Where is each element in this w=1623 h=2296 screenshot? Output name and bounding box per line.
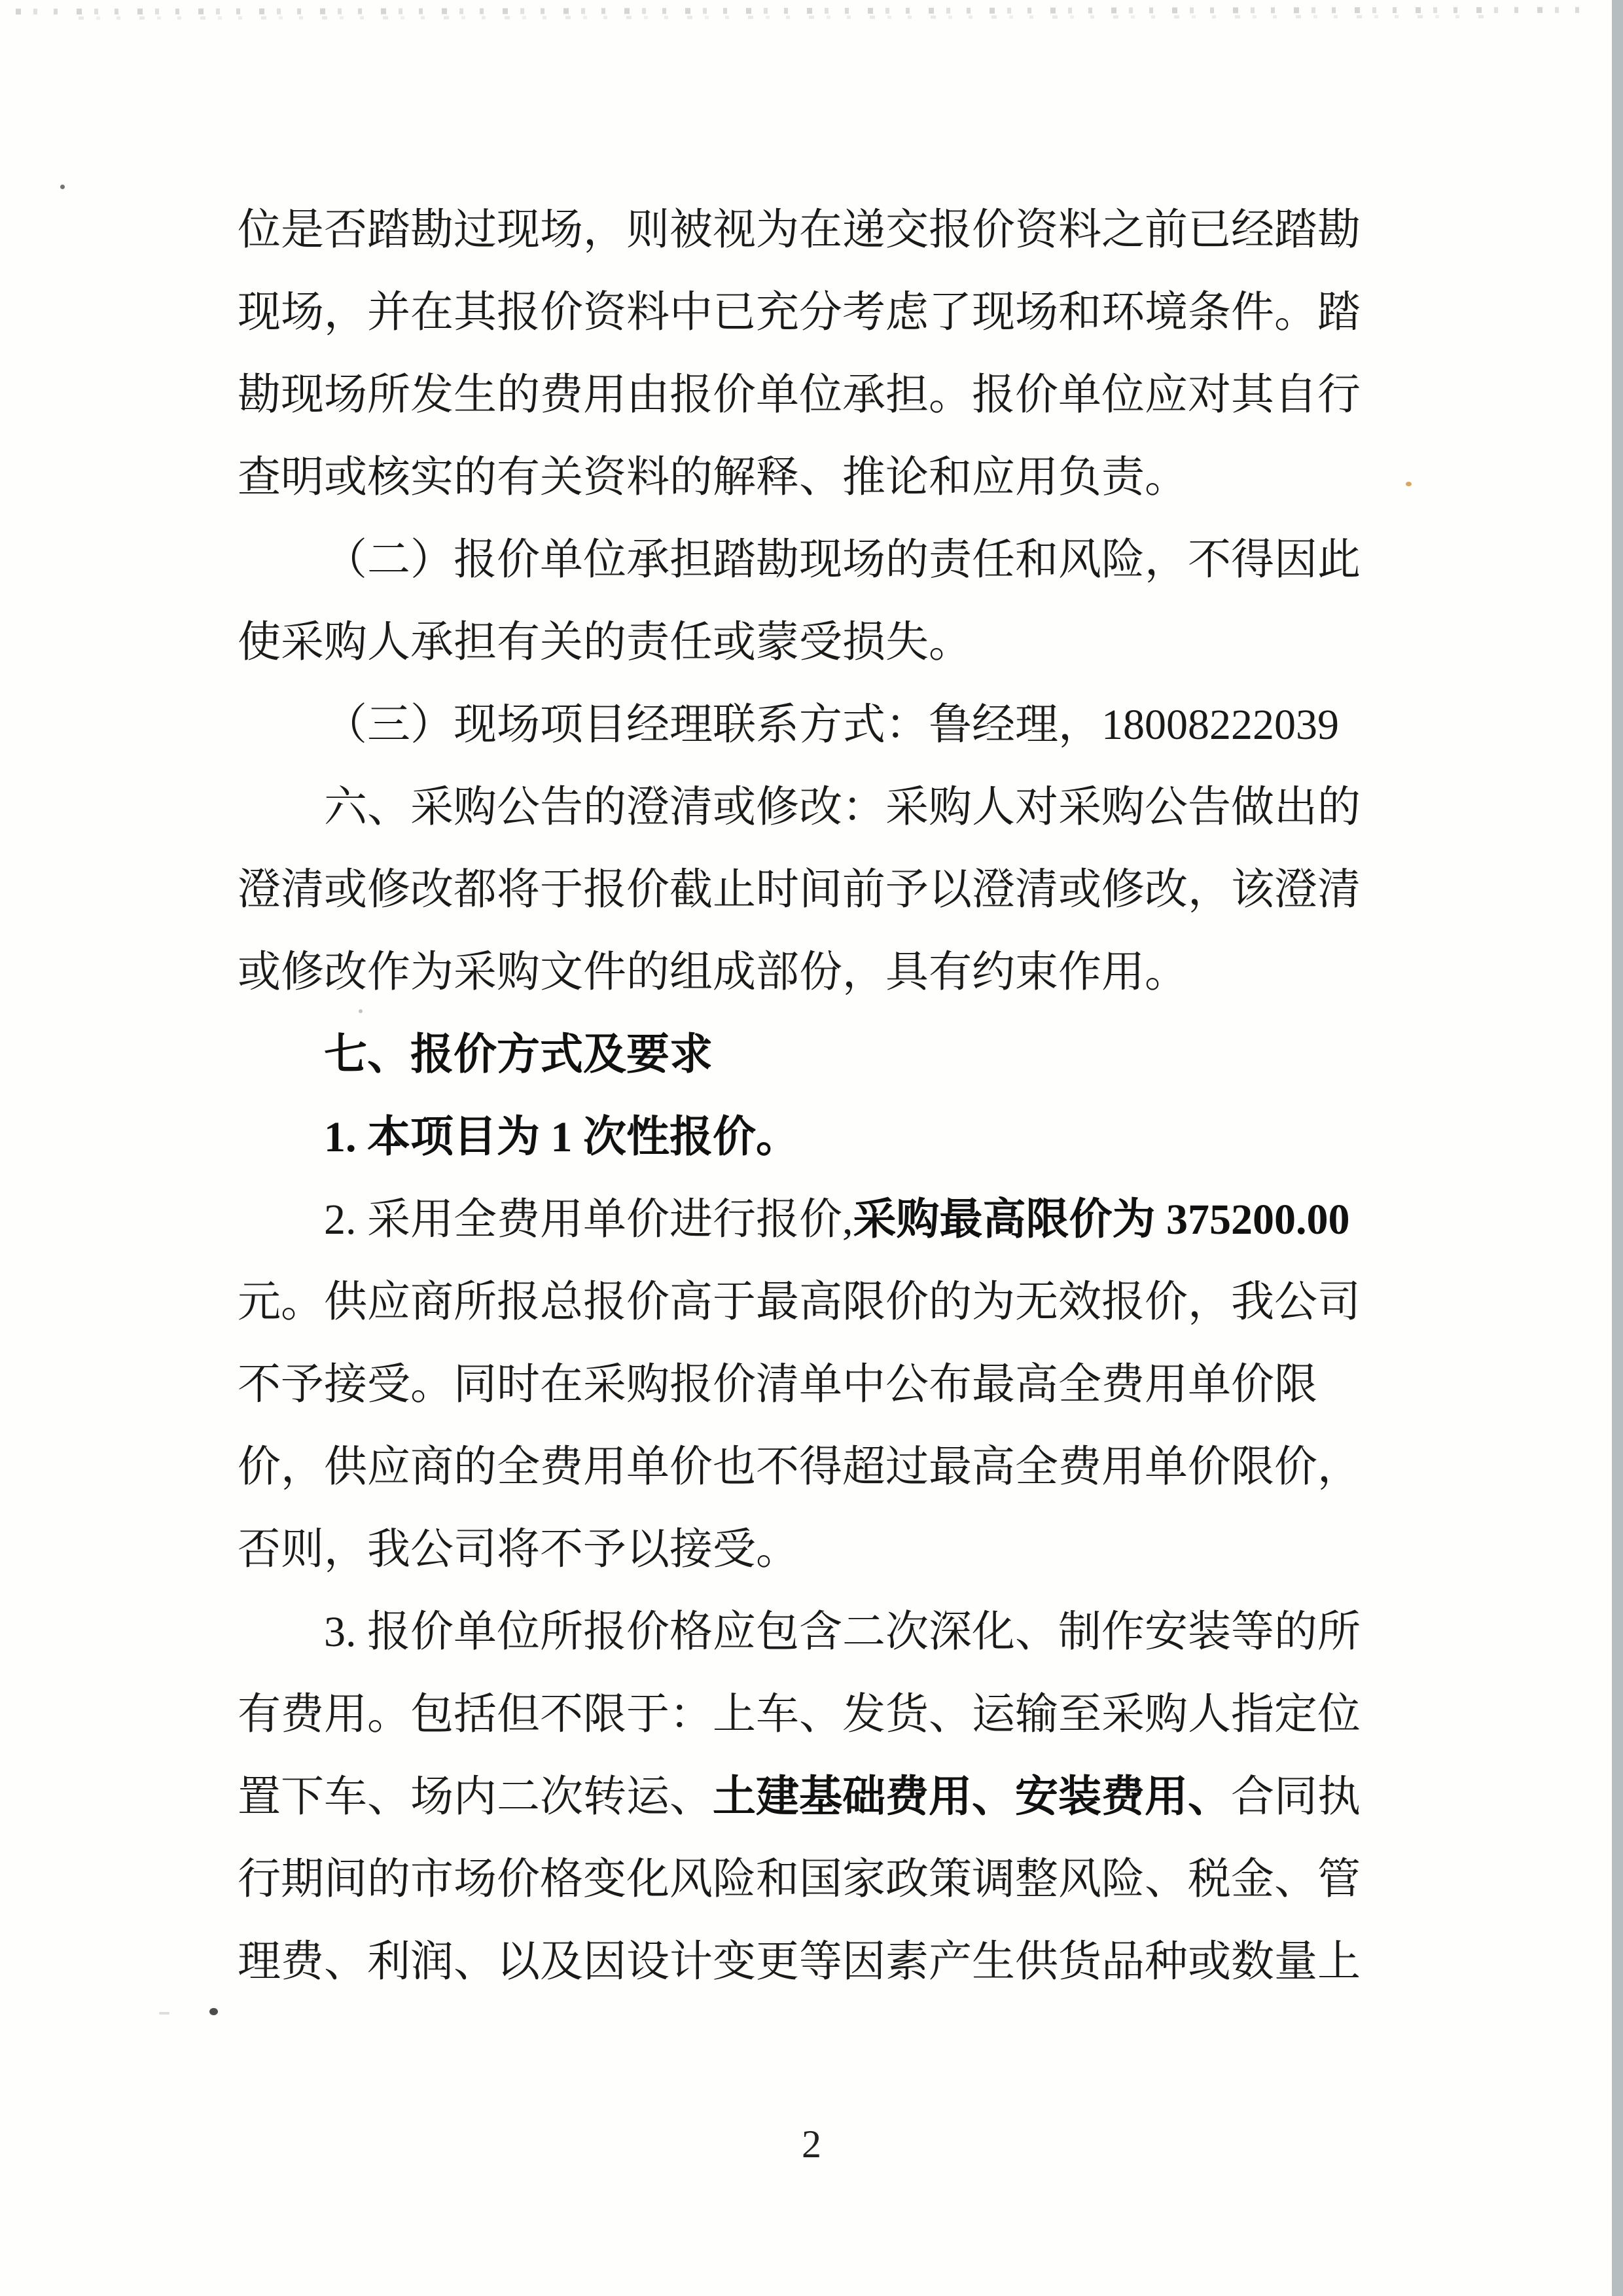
text-segment: 置下车、场内二次转运、	[238, 1773, 713, 1821]
scan-speck	[209, 2008, 218, 2015]
text-line	[238, 1856, 1361, 1904]
text-line	[324, 701, 1339, 749]
text-segment: 土建基础费用、安装费用、	[713, 1773, 1231, 1821]
text-line	[324, 1196, 1350, 1244]
text-segment: 理费、利润、以及因设计变更等因素产生供货品种或数量上	[238, 1938, 1361, 1986]
text-line	[238, 866, 1361, 914]
text-line	[238, 1526, 799, 1574]
text-line	[238, 948, 1188, 997]
text-segment: 采购最高限价为 375200.00	[853, 1196, 1350, 1244]
text-line	[324, 1608, 1361, 1657]
text-segment: 不予接受。同时在采购报价清单中公布最高全费用单价限	[238, 1361, 1317, 1408]
scan-noise-top-edge-2	[79, 15, 1492, 20]
text-line	[324, 783, 1361, 832]
text-line	[238, 1691, 1361, 1739]
text-segment: （二）报价单位承担踏勘现场的责任和风险，不得因此	[324, 536, 1361, 584]
text-segment: 2. 采用全费用单价进行报价,	[324, 1196, 853, 1244]
text-line	[238, 1938, 1361, 1986]
text-line	[238, 289, 1361, 337]
text-segment: 或修改作为采购文件的组成部份，具有约束作用。	[238, 948, 1188, 996]
scan-edge-right-strip	[1612, 0, 1623, 2296]
text-segment: 查明或核实的有关资料的解释、推论和应用负责。	[238, 454, 1188, 501]
text-segment: 1. 本项目为 1 次性报价。	[324, 1113, 799, 1161]
page-number: 2	[802, 2123, 821, 2166]
text-line	[238, 454, 1188, 502]
text-segment: 元。供应商所报总报价高于最高限价的为无效报价，我公司	[238, 1278, 1361, 1326]
text-line	[238, 1773, 1361, 1821]
text-segment: （三）现场项目经理联系方式：鲁经理，18008222039	[324, 701, 1339, 749]
text-line	[238, 1443, 1361, 1492]
scan-speck	[60, 185, 65, 189]
text-segment: 七、报价方式及要求	[324, 1031, 713, 1079]
text-segment: 否则，我公司将不予以接受。	[238, 1526, 799, 1573]
text-line	[238, 206, 1361, 255]
text-segment: 现场，并在其报价资料中已充分考虑了现场和环境条件。踏	[238, 289, 1361, 336]
scan-speck	[159, 2012, 169, 2015]
text-segment: 价，供应商的全费用单价也不得超过最高全费用单价限价，	[238, 1443, 1361, 1491]
scan-speck	[1406, 482, 1412, 486]
text-segment: 勘现场所发生的费用由报价单位承担。报价单位应对其自行	[238, 371, 1361, 419]
text-line	[324, 536, 1361, 584]
text-segment: 六、采购公告的澄清或修改：采购人对采购公告做出的	[324, 783, 1361, 831]
text-segment: 合同执	[1231, 1773, 1361, 1821]
text-line	[238, 371, 1361, 420]
text-line	[238, 1278, 1361, 1327]
text-line	[324, 1031, 713, 1079]
text-line	[238, 1361, 1317, 1409]
text-line	[324, 1113, 799, 1162]
text-segment: 位是否踏勘过现场，则被视为在递交报价资料之前已经踏勘	[238, 206, 1361, 254]
scan-noise-top-edge	[16, 7, 1597, 15]
scan-speck	[359, 1009, 363, 1013]
text-segment: 3. 报价单位所报价格应包含二次深化、制作安装等的所	[324, 1608, 1361, 1656]
text-segment: 有费用。包括但不限于：上车、发货、运输至采购人指定位	[238, 1691, 1361, 1738]
text-segment: 澄清或修改都将于报价截止时间前予以澄清或修改，该澄清	[238, 866, 1361, 914]
text-segment: 使采购人承担有关的责任或蒙受损失。	[238, 619, 972, 666]
text-segment: 行期间的市场价格变化风险和国家政策调整风险、税金、管	[238, 1856, 1361, 1903]
text-line	[238, 619, 972, 667]
